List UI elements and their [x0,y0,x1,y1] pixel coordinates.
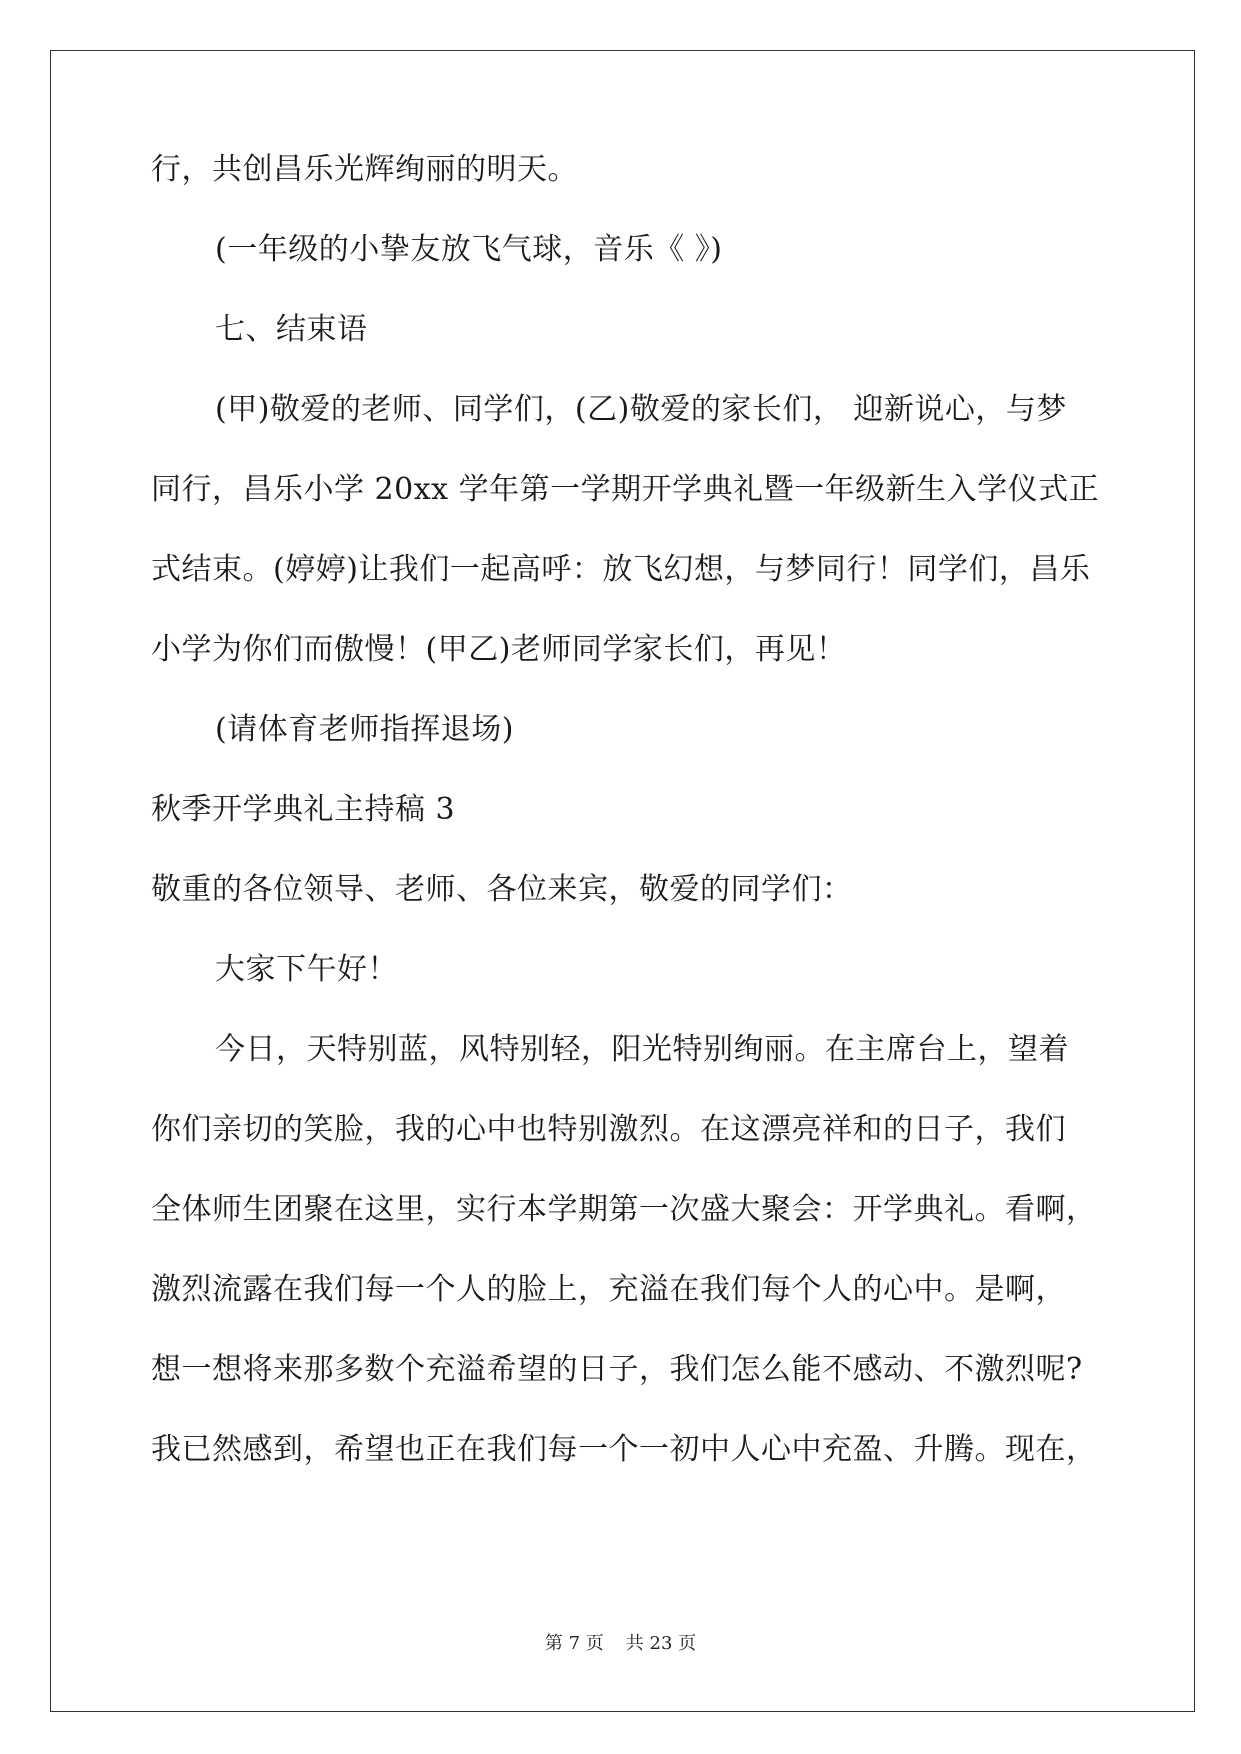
text-line: 行，共创昌乐光辉绚丽的明天。 [151,152,578,187]
salutation: 敬重的各位领导、老师、各位来宾，敬爱的同学们： [151,872,853,907]
text-line: 你们亲切的笑脸，我的心中也特别激烈。在这漂亮祥和的日子，我们 [151,1112,1066,1147]
document-title: 秋季开学典礼主持稿 3 [151,792,456,827]
text-line: 全体师生团聚在这里，实行本学期第一次盛大聚会：开学典礼。看啊， [151,1192,1097,1227]
text-line: 同行，昌乐小学 20xx 学年第一学期开学典礼暨一年级新生入学仪式正 [151,472,1100,507]
text-line: 我已然感到，希望也正在我们每一个一初中人心中充盈、升腾。现在， [151,1432,1097,1467]
text-line: (甲)敬爱的老师、同学们，(乙)敬爱的家长们， 迎新说心，与梦 [215,392,1067,427]
text-line: 今日，天特别蓝，风特别轻，阳光特别绚丽。在主席台上，望着 [215,1032,1069,1067]
text-line: 式结束。(婷婷)让我们一起高呼：放飞幻想，与梦同行！同学们，昌乐 [151,552,1091,587]
text-line: 激烈流露在我们每一个人的脸上，充溢在我们每个人的心中。是啊， [151,1272,1066,1307]
section-heading: 七、结束语 [215,312,368,347]
page-total: 共 23 页 [625,1633,697,1654]
text-line: (请体育老师指挥退场) [215,712,514,747]
text-line: (一年级的小挚友放飞气球，音乐《 》) [215,232,723,267]
page-number: 第 7 页 [544,1633,604,1654]
text-line: 小学为你们而傲慢！(甲乙)老师同学家长们，再见！ [151,632,847,667]
page-footer [0,1632,1241,1656]
text-line: 想一想将来那多数个充溢希望的日子，我们怎么能不感动、不激烈呢? [151,1352,1083,1387]
greeting: 大家下午好！ [215,952,398,987]
